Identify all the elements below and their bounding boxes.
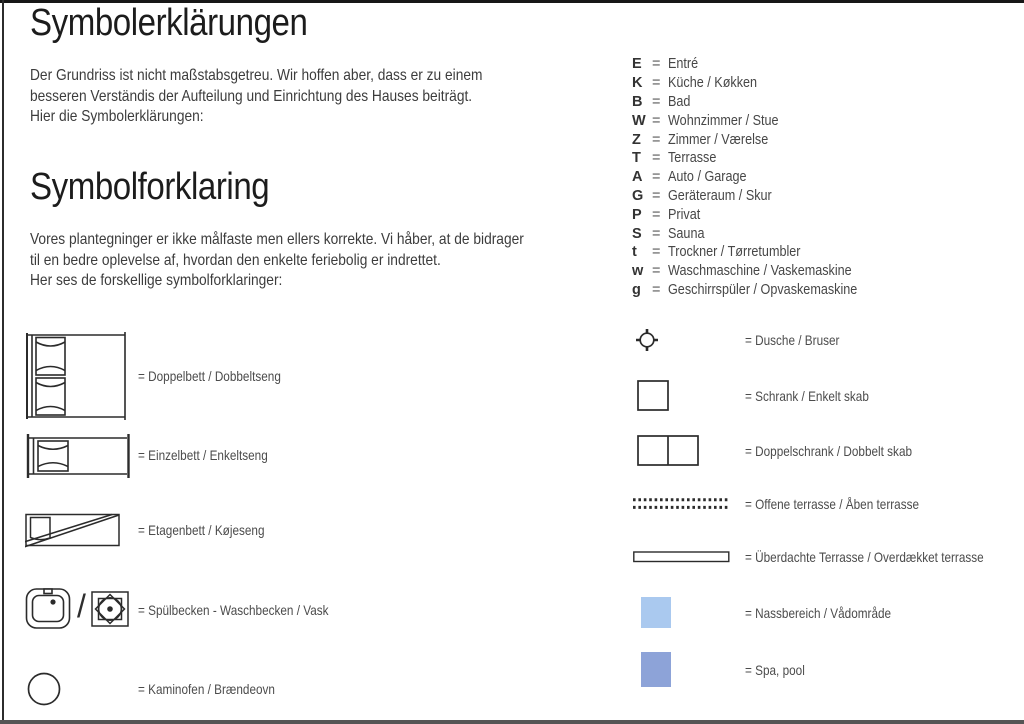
intro-danish-line: til en bedre oplevelse af, hvordan den enkelte feriebolig er indrettet. (30, 251, 441, 269)
abbr-meaning: Waschmaschine / Vaskemaskine (668, 263, 852, 280)
abbr-letter: B (632, 93, 643, 110)
abbr-meaning: Küche / Køkken (668, 75, 758, 92)
abbr-meaning: Geschirrspüler / Opvaskemaskine (668, 281, 858, 298)
abbreviation-row (632, 55, 886, 74)
left-border-line (2, 0, 4, 724)
wet-area-swatch (641, 597, 671, 628)
abbr-letter: P (632, 206, 642, 223)
abbr-letter: t (632, 244, 637, 261)
intro-danish-line: Her ses de forskellige symbolforklaringer: (30, 272, 283, 289)
legend-row-open-terrace (633, 497, 1023, 511)
legend-label: = Dusche / Bruser (745, 332, 840, 348)
legend-row-single-cabinet (633, 380, 1023, 411)
abbr-letter: w (632, 263, 644, 280)
intro-german-line: Hier die Symbolerklärungen: (30, 108, 204, 125)
abbr-letter: E (632, 56, 642, 73)
intro-german-line: Der Grundriss ist nicht maßstabsgetreu. Wir hoffen aber, dass er zu einem (30, 67, 483, 84)
abbreviation-row (632, 111, 886, 130)
abbr-letter: g (632, 281, 641, 298)
single-cabinet-icon (637, 380, 669, 411)
abbr-meaning: Entré (668, 56, 699, 73)
abbreviation-row (632, 224, 886, 243)
legend-row-covered-terrace (633, 551, 1023, 563)
legend-label: = Einzelbett / Enkeltseng (138, 447, 268, 463)
kitchen-sink-icon (25, 587, 71, 630)
equals-sign: = (652, 225, 661, 242)
abbreviation-row (632, 187, 886, 206)
spa-pool-swatch (641, 652, 671, 687)
legend-label: = Spa, pool (745, 661, 805, 678)
equals-sign: = (652, 93, 661, 110)
page-title-danish: Symbolforklaring (30, 166, 270, 208)
equals-sign: = (652, 187, 661, 204)
open-terrace-icon (633, 497, 729, 511)
equals-sign: = (652, 263, 661, 280)
abbreviation-row (632, 243, 886, 262)
legend-row-stove (25, 672, 585, 706)
legend-label: = Schrank / Enkelt skab (745, 387, 869, 404)
abbreviation-row (632, 93, 886, 112)
equals-sign: = (652, 206, 661, 223)
equals-sign: = (652, 131, 661, 148)
abbr-letter: A (632, 169, 643, 186)
legend-label: = Spülbecken - Waschbecken / Vask (138, 601, 329, 618)
intro-danish-line: Vores plantegninger er ikke målfaste men ellers korrekte. Vi håber, at de bidrager (30, 231, 524, 248)
equals-sign: = (652, 75, 661, 92)
intro-german (30, 66, 482, 128)
abbr-letter: T (632, 150, 641, 167)
legend-row-single-bed (25, 434, 585, 476)
equals-sign: = (652, 281, 661, 298)
legend-label: = Doppelschrank / Dobbelt skab (745, 442, 913, 459)
room-abbreviation-list (632, 55, 886, 299)
sink-icons (25, 587, 130, 630)
legend-row-shower (633, 329, 1023, 351)
abbr-letter: G (632, 187, 644, 204)
abbr-meaning: Sauna (668, 225, 705, 242)
double-bed-icon (25, 332, 129, 420)
page-title-german: Symbolerklärungen (30, 2, 308, 44)
legend-row-sink (25, 587, 585, 632)
abbr-meaning: Wohnzimmer / Stue (668, 112, 779, 129)
abbr-letter: W (632, 112, 646, 129)
legend-row-double-cabinet (633, 435, 1023, 466)
bunk-bed-icon (25, 512, 122, 548)
legend-row-spa-pool (633, 652, 1023, 687)
abbr-meaning: Trockner / Tørretumbler (668, 244, 801, 261)
abbreviation-row (632, 149, 886, 168)
legend-label: = Etagenbett / Køjeseng (138, 521, 265, 538)
abbr-meaning: Auto / Garage (668, 169, 747, 186)
intro-danish (30, 230, 524, 292)
equals-sign: = (652, 56, 661, 73)
equals-sign: = (652, 150, 661, 167)
legend-row-wet-area (633, 597, 1023, 628)
legend-label: = Überdachte Terrasse / Overdækket terrasse (745, 549, 984, 565)
equals-sign: = (652, 169, 661, 186)
bottom-border-line (0, 720, 1024, 724)
shower-icon (636, 329, 658, 351)
abbreviation-row (632, 74, 886, 93)
equals-sign: = (652, 244, 661, 261)
abbr-letter: S (632, 225, 642, 242)
legend-row-bunk-bed (25, 512, 585, 547)
slash-separator: / (77, 588, 86, 624)
abbreviation-row (632, 262, 886, 281)
abbr-meaning: Zimmer / Værelse (668, 131, 769, 148)
legend-label: = Kaminofen / Brændeovn (138, 681, 275, 697)
abbreviation-row (632, 168, 886, 187)
abbr-meaning: Geräteraum / Skur (668, 187, 772, 204)
double-cabinet-icon (637, 435, 699, 466)
washbasin-icon (90, 587, 130, 630)
intro-german-line: besseren Verständis der Aufteilung und Einrichtung des Hauses beiträgt. (30, 87, 473, 105)
abbr-letter: Z (632, 131, 641, 148)
abbr-meaning: Terrasse (668, 150, 717, 167)
single-bed-icon (25, 434, 132, 478)
abbr-meaning: Bad (668, 93, 691, 110)
legend-label: = Doppelbett / Dobbeltseng (138, 368, 281, 384)
legend-label: = Nassbereich / Vådområde (745, 604, 892, 621)
legend-label: = Offene terrasse / Åben terrasse (745, 496, 919, 512)
abbr-meaning: Privat (668, 206, 701, 223)
abbr-letter: K (632, 75, 643, 92)
abbreviation-row (632, 281, 886, 300)
legend-row-double-bed (25, 332, 585, 420)
wood-stove-icon (27, 672, 61, 706)
abbreviation-row (632, 130, 886, 149)
abbreviation-row (632, 205, 886, 224)
covered-terrace-icon (633, 551, 730, 563)
equals-sign: = (652, 112, 661, 129)
